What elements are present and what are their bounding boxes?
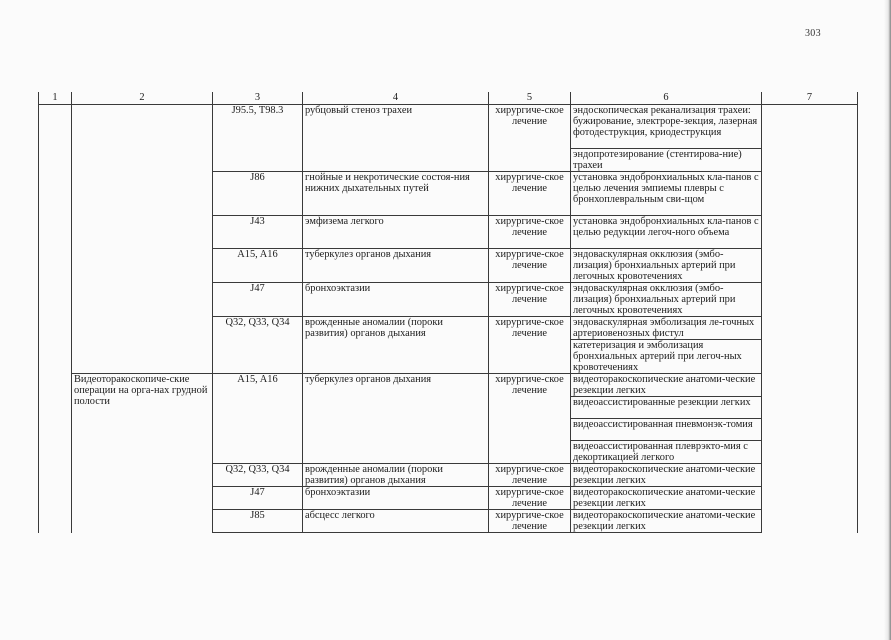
icd-codes-cell: A15, A16: [213, 249, 303, 283]
treatment-type-cell: хирургиче-ское лечение: [489, 464, 571, 487]
treatment-type-cell: хирургиче-ское лечение: [489, 510, 571, 533]
condition-cell: бронхоэктазии: [303, 283, 489, 317]
treatment-type-cell: хирургиче-ское лечение: [489, 487, 571, 510]
icd-codes-cell: J47: [213, 487, 303, 510]
condition-cell: гнойные и некротические состоя-ния нижних дыхательных путей: [303, 172, 489, 216]
row-number-cell: [39, 374, 72, 533]
column-number: 2: [72, 92, 213, 105]
procedure-group-name: [72, 105, 213, 374]
icd-codes-cell: Q32, Q33, Q34: [213, 464, 303, 487]
treatment-method-cell: видеоассистированная плеврэкто-мия с декортикацией легкого: [571, 441, 762, 464]
treatment-method-cell: видеоторакоскопические анатоми-ческие резекции легких: [571, 464, 762, 487]
column-number: 6: [571, 92, 762, 105]
condition-cell: эмфизема легкого: [303, 216, 489, 249]
treatment-method-cell: видеоторакоскопические анатоми-ческие резекции легких: [571, 510, 762, 533]
icd-codes-cell: J85: [213, 510, 303, 533]
condition-cell: врожденные аномалии (пороки развития) органов дыхания: [303, 317, 489, 374]
icd-codes-cell: A15, A16: [213, 374, 303, 464]
treatment-method-cell: видеоторакоскопические анатоми-ческие резекции легких: [571, 374, 762, 397]
treatment-type-cell: хирургиче-ское лечение: [489, 283, 571, 317]
treatment-type-cell: хирургиче-ское лечение: [489, 172, 571, 216]
condition-cell: туберкулез органов дыхания: [303, 374, 489, 464]
cost-cell: [762, 105, 858, 533]
medical-procedures-table: [38, 92, 858, 533]
page-number: 303: [805, 28, 821, 39]
treatment-type-cell: хирургиче-ское лечение: [489, 216, 571, 249]
treatment-type-cell: хирургиче-ское лечение: [489, 374, 571, 464]
icd-codes-cell: J86: [213, 172, 303, 216]
treatment-method-cell: эндоваскулярная окклюзия (эмбо-лизация) бронхиальных артерий при легочных кровотечениях: [571, 283, 762, 317]
treatment-method-cell: видеоассистированная пневмонэк-томия: [571, 419, 762, 441]
condition-cell: рубцовый стеноз трахеи: [303, 105, 489, 172]
scan-edge-shadow: [884, 0, 891, 640]
icd-codes-cell: J43: [213, 216, 303, 249]
condition-cell: абсцесс легкого: [303, 510, 489, 533]
condition-cell: туберкулез органов дыхания: [303, 249, 489, 283]
condition-cell: врожденные аномалии (пороки развития) органов дыхания: [303, 464, 489, 487]
column-number: 1: [39, 92, 72, 105]
table-row: [39, 105, 858, 149]
treatment-method-cell: установка эндобронхиальных кла-панов с целью редукции легоч-ного объема: [571, 216, 762, 249]
treatment-method-cell: видеоторакоскопические анатоми-ческие резекции легких: [571, 487, 762, 510]
procedure-group-name: Видеоторакоскопиче-ские операции на орга-нах грудной полости: [72, 374, 213, 533]
row-number-cell: [39, 105, 72, 374]
treatment-method-cell: эндоваскулярная эмболизация ле-гочных артериовенозных фистул: [571, 317, 762, 340]
column-number: 7: [762, 92, 858, 105]
treatment-method-cell: катетеризация и эмболизация бронхиальных артерий при легоч-ных кровотечениях: [571, 340, 762, 374]
column-number: 3: [213, 92, 303, 105]
treatment-method-cell: видеоассистированные резекции легких: [571, 397, 762, 419]
condition-cell: бронхоэктазии: [303, 487, 489, 510]
treatment-type-cell: хирургиче-ское лечение: [489, 249, 571, 283]
treatment-method-cell: эндоваскулярная окклюзия (эмбо-лизация) бронхиальных артерий при легочных кровотечениях: [571, 249, 762, 283]
icd-codes-cell: J47: [213, 283, 303, 317]
column-numbers-row: [39, 92, 858, 105]
icd-codes-cell: J95.5, T98.3: [213, 105, 303, 172]
column-number: 4: [303, 92, 489, 105]
treatment-method-cell: эндоскопическая реканализация трахеи: бужирование, электроре-зекция, лазерная фотодеструкция, криодеструкция: [571, 105, 762, 149]
treatment-method-cell: эндопротезирование (стентирова-ние) трахеи: [571, 149, 762, 172]
treatment-type-cell: хирургиче-ское лечение: [489, 105, 571, 172]
table-row: [39, 374, 858, 397]
column-number: 5: [489, 92, 571, 105]
treatment-type-cell: хирургиче-ское лечение: [489, 317, 571, 374]
treatment-method-cell: установка эндобронхиальных кла-панов с целью лечения эмпиемы плевры с бронхоплевральным сви-щом: [571, 172, 762, 216]
icd-codes-cell: Q32, Q33, Q34: [213, 317, 303, 374]
